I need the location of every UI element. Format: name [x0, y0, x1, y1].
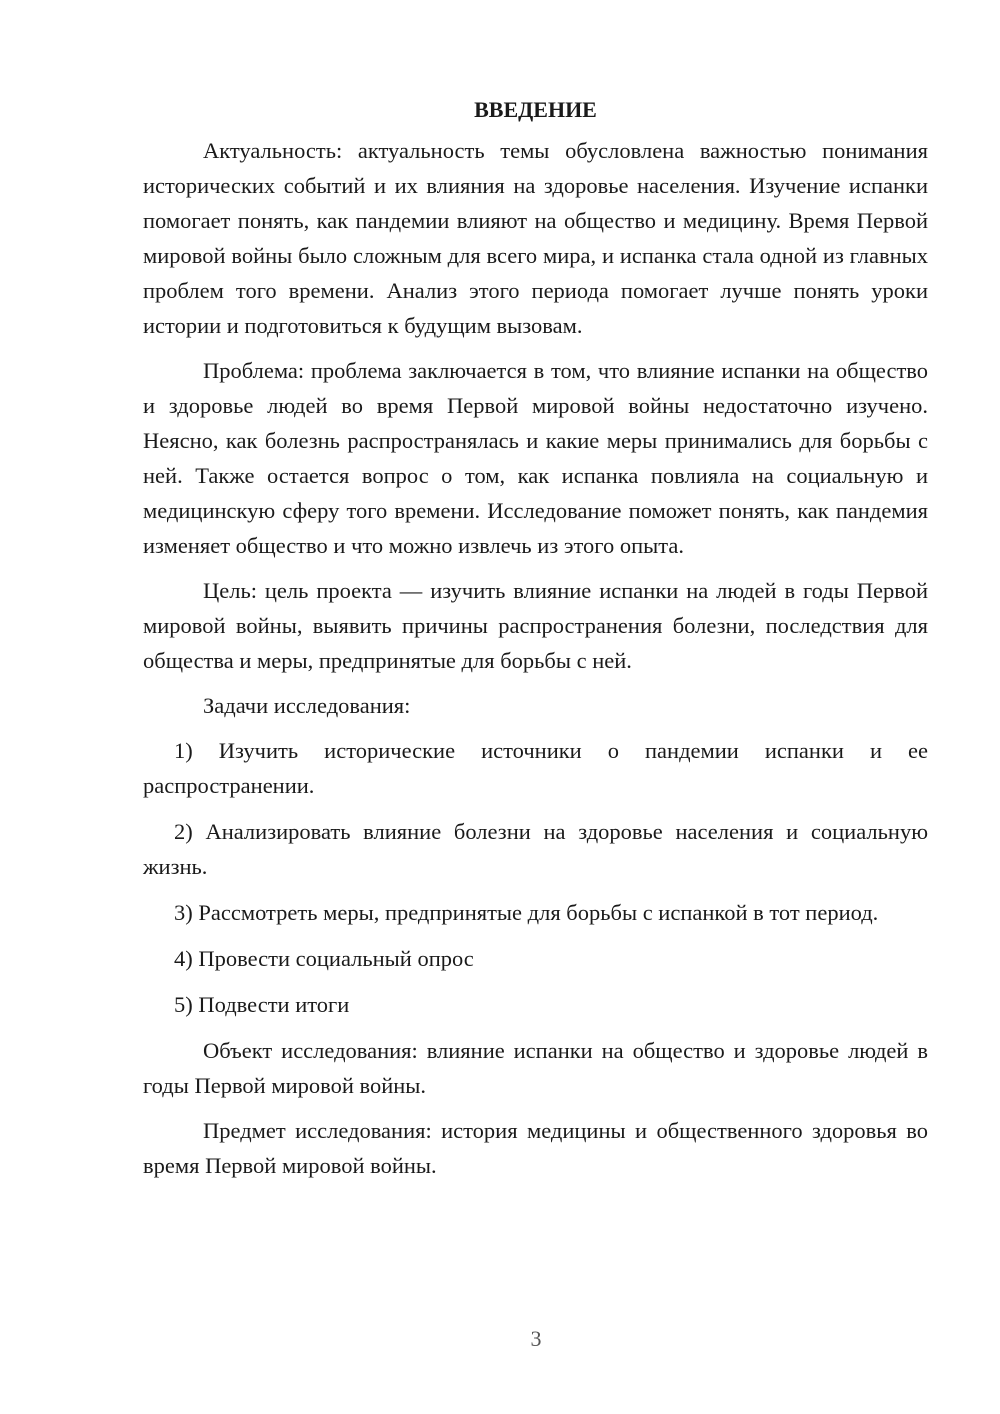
- task-item: 1) Изучить исторические источники о пандемии испанки и ее распространении.: [143, 738, 928, 798]
- goal-paragraph: Цель: цель проекта — изучить влияние испанки на людей в годы Первой мировой войны, выявить причины распространения болезни, последствия для общества и меры, предпринятые для борьбы с ней.: [143, 578, 928, 673]
- page-number: 3: [530, 1326, 542, 1351]
- subject-paragraph: Предмет исследования: история медицины и общественного здоровья во время Первой мировой войны.: [143, 1118, 928, 1178]
- tasks-heading: Задачи исследования:: [203, 693, 411, 718]
- section-title: ВВЕДЕНИЕ: [474, 97, 597, 122]
- relevance-paragraph: Актуальность: актуальность темы обусловлена важностью понимания исторических событий и их влияния на здоровье населения. Изучение испанки помогает понять, как пандемии влияют на общество и медицину. Время Первой мировой войны было сложным для всего мира, и испанка стала одной из главных проблем того времени. Анализ этого периода помогает лучше понять уроки истории и подготовиться к будущим вызовам.: [143, 138, 928, 338]
- problem-paragraph: Проблема: проблема заключается в том, что влияние испанки на общество и здоровье людей во время Первой мировой войны недостаточно изучено. Неясно, как болезнь распространялась и какие меры принимались для борьбы с ней. Также остается вопрос о том, как испанка повлияла на социальную и медицинскую сферу того времени. Исследование поможет понять, как пандемия изменяет общество и что можно извлечь из этого опыта.: [143, 358, 928, 558]
- task-item: 3) Рассмотреть меры, предпринятые для борьбы с испанкой в тот период.: [174, 900, 879, 925]
- object-paragraph: Объект исследования: влияние испанки на общество и здоровье людей в годы Первой мировой войны.: [143, 1038, 928, 1098]
- task-item: 4) Провести социальный опрос: [174, 946, 474, 971]
- task-item: 5) Подвести итоги: [174, 992, 350, 1017]
- document-page: [143, 92, 928, 1193]
- task-item: 2) Анализировать влияние болезни на здоровье населения и социальную жизнь.: [143, 819, 928, 879]
